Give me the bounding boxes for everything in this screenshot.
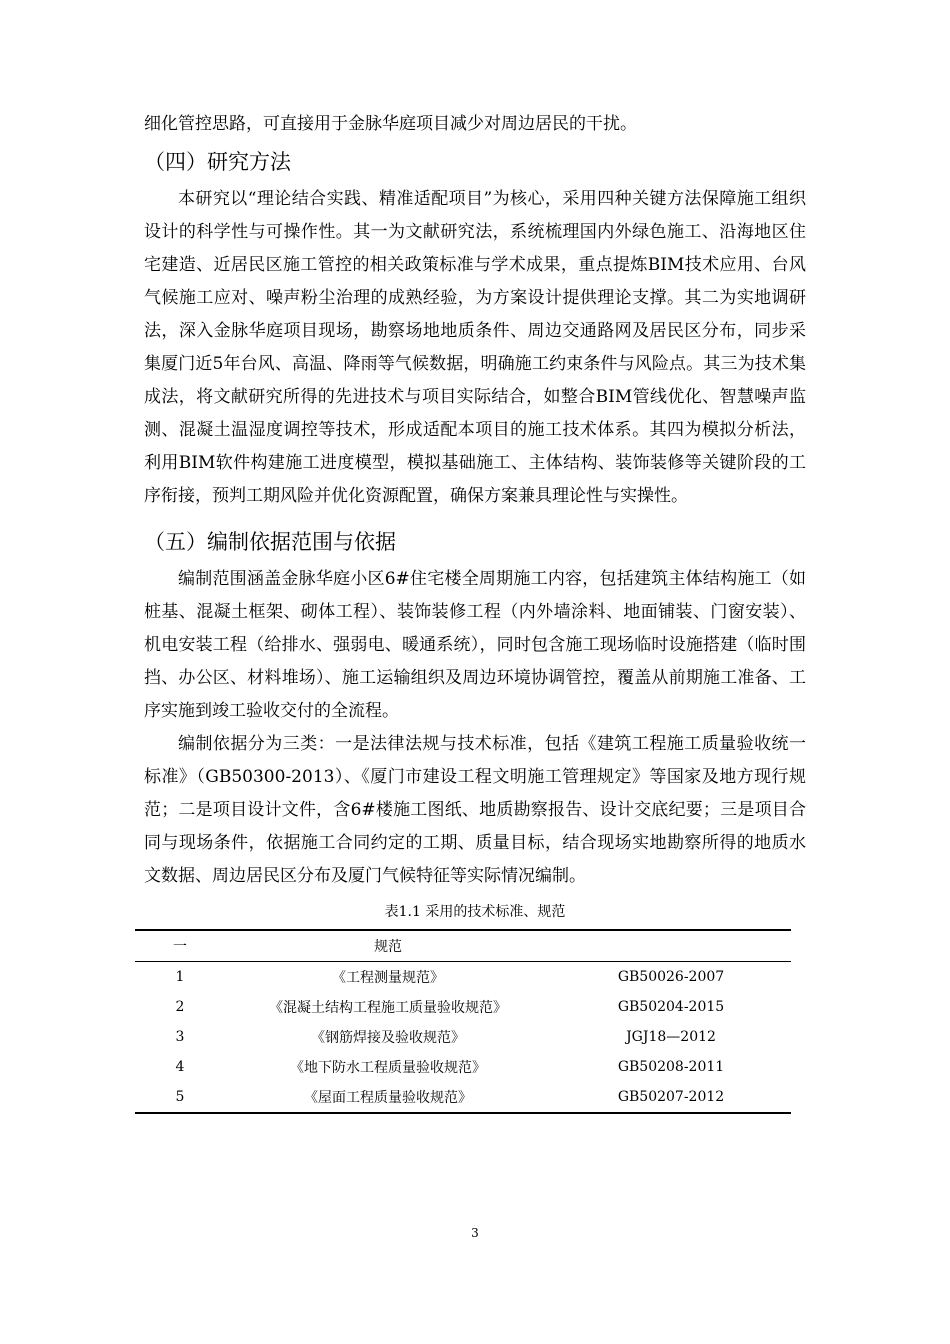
table-row bbox=[135, 962, 791, 993]
row-number: 1 bbox=[175, 969, 185, 985]
row-standard-code: GB50207-2012 bbox=[551, 1082, 791, 1113]
table-row bbox=[135, 1082, 791, 1113]
standards-table bbox=[135, 929, 791, 1114]
row-standard-code: GB50208-2011 bbox=[617, 1059, 725, 1075]
row-standard-name: 《混凝土结构工程施工质量验收规范》 bbox=[269, 1000, 507, 1016]
document-page bbox=[144, 108, 806, 1114]
header-code bbox=[551, 930, 791, 962]
section5-scope-paragraph: 编制范围涵盖金脉华庭小区6#住宅楼全周期施工内容，包括建筑主体结构施工（如桩基、混凝土框架、砌体工程）、装饰装修工程（内外墙涂料、地面铺装、门窗安装）、机电安装工程（给排水、强弱电、暖通系统），同时包含施工现场临时设施搭建（临时围挡、办公区、材料堆场）、施工运输组织及周边环境协调管控，覆盖从前期施工准备、工序实施到竣工验收交付的全流程。 bbox=[144, 569, 806, 721]
row-standard-name: 《屋面工程质量验收规范》 bbox=[225, 1082, 551, 1113]
row-standard-name: 《地下防水工程质量验收规范》 bbox=[290, 1060, 486, 1076]
section4-heading: （四）研究方法 bbox=[144, 150, 291, 174]
section4-paragraph: 本研究以“理论结合实践、精准适配项目”为核心，采用四种关键方法保障施工组织设计的科学性与可操作性。其一为文献研究法，系统梳理国内外绿色施工、沿海地区住宅建造、近居民区施工管控的相关政策标准与学术成果，重点提炼BIM技术应用、台风气候施工应对、噪声粉尘治理的成熟经验，为方案设计提供理论支撑。其二为实地调研法，深入金脉华庭项目现场，勘察场地地质条件、周边交通路网及居民区分布，同步采集厦门近5年台风、高温、降雨等气候数据，明确施工约束条件与风险点。其三为技术集成法，将文献研究所得的先进技术与项目实际结合，如整合BIM管线优化、智慧噪声监测、混凝土温湿度调控等技术，形成适配本项目的施工技术体系。其四为模拟分析法，利用BIM软件构建施工进度模型，模拟基础施工、主体结构、装饰装修等关键阶段的工序衔接，预判工期风险并优化资源配置，确保方案兼具理论性与实操性。 bbox=[144, 189, 806, 506]
row-standard-name: 《工程测量规范》 bbox=[332, 970, 444, 986]
table-row bbox=[135, 1022, 791, 1052]
table-caption: 表1.1 采用的技术标准、规范 bbox=[384, 904, 566, 920]
row-number: 4 bbox=[175, 1059, 185, 1075]
header-name: 规范 bbox=[225, 930, 551, 962]
row-standard-code: GB50204-2015 bbox=[617, 999, 725, 1015]
table-header-row bbox=[135, 930, 791, 962]
table-row bbox=[135, 1052, 791, 1082]
row-standard-name: 《钢筋焊接及验收规范》 bbox=[311, 1030, 465, 1046]
section5-heading: （五）编制依据范围与依据 bbox=[144, 530, 396, 554]
row-number: 5 bbox=[135, 1082, 225, 1113]
row-standard-code: JGJ18—2012 bbox=[626, 1029, 716, 1045]
table-row bbox=[135, 992, 791, 1022]
page-number: 3 bbox=[471, 1226, 479, 1240]
section5-basis-paragraph: 编制依据分为三类：一是法律法规与技术标准，包括《建筑工程施工质量验收统一标准》（GB50300-2013）、《厦门市建设工程文明施工管理规定》等国家及地方现行规范；二是项目设计文件，含6#楼施工图纸、地质勘察报告、设计交底纪要；三是项目合同与现场条件，依据施工合同约定的工期、质量目标，结合现场实地勘察所得的地质水文数据、周边居民区分布及厦门气候特征等实际情况编制。 bbox=[144, 734, 806, 886]
intro-tail-paragraph: 细化管控思路，可直接用于金脉华庭项目减少对周边居民的干扰。 bbox=[144, 114, 637, 134]
row-number: 2 bbox=[175, 999, 185, 1015]
row-number: 3 bbox=[175, 1029, 185, 1045]
row-standard-code: GB50026-2007 bbox=[617, 969, 725, 985]
header-number: 一 bbox=[135, 930, 225, 962]
